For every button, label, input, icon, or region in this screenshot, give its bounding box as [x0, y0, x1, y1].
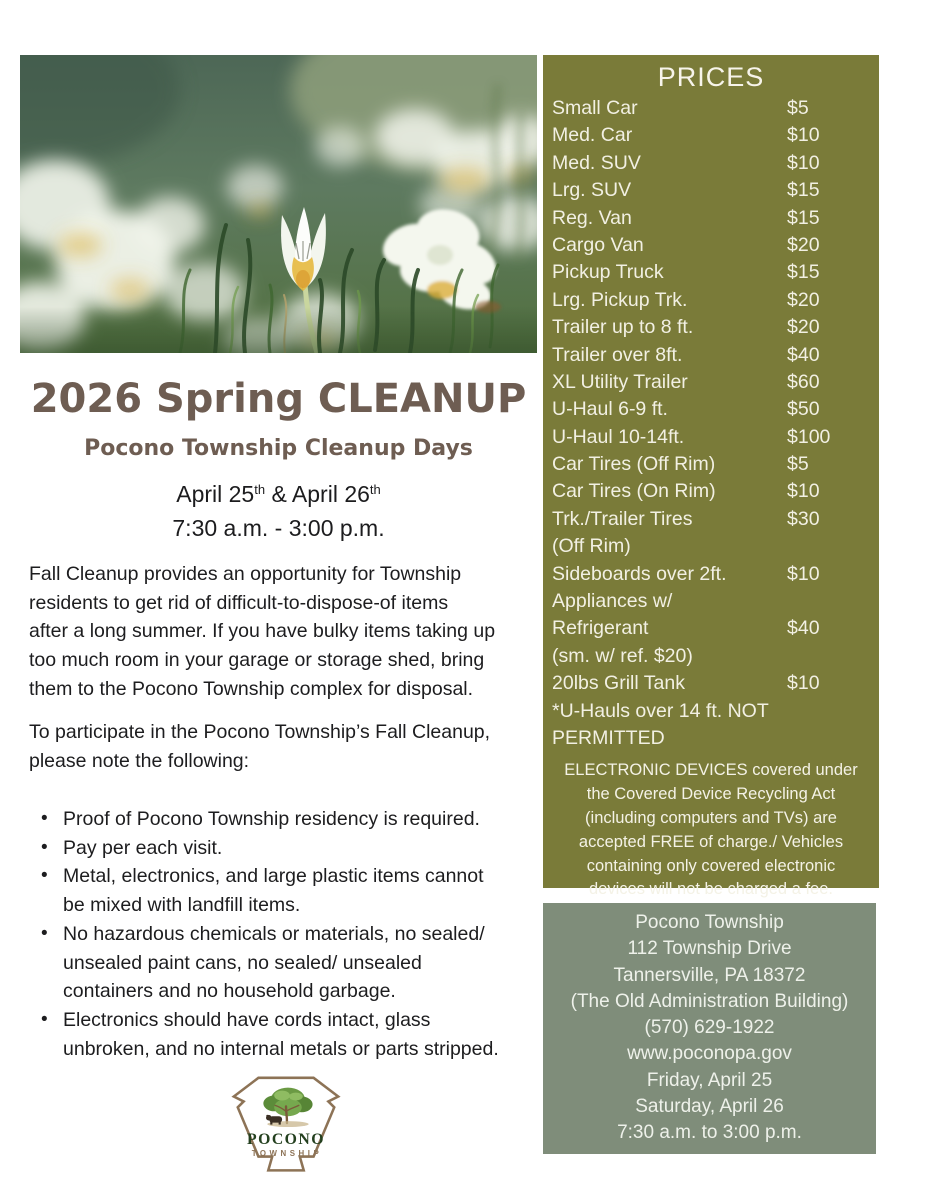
price-item-value: $5: [787, 453, 809, 476]
price-row: [543, 287, 879, 314]
prices-heading: PRICES: [657, 62, 765, 92]
price-item-value: $20: [787, 288, 820, 311]
text-line: too much room in your garage or storage shed, bring: [29, 649, 485, 672]
keystone-logo-icon: [226, 1066, 346, 1194]
price-item-label: (Off Rim): [552, 535, 631, 558]
price-item-label: (sm. w/ ref. $20): [552, 644, 693, 667]
event-date-line: April 25th & April 26th: [176, 481, 381, 507]
price-row: [543, 369, 879, 396]
date-superscript: th: [369, 482, 381, 497]
cleanup-rule-item: [29, 805, 541, 834]
price-row: [543, 259, 879, 286]
price-item-value: $10: [787, 562, 820, 585]
price-item-value: $15: [787, 261, 820, 284]
text-line: (570) 629-1922: [644, 1017, 775, 1039]
cleanup-rule-item: [29, 834, 541, 863]
price-row: [543, 615, 879, 642]
text-line: be mixed with landfill items.: [63, 894, 301, 917]
price-item-value: $50: [787, 398, 820, 421]
price-item-label: U-Haul 10-14ft.: [552, 425, 685, 448]
text-line: PERMITTED: [552, 727, 665, 749]
price-item-value: $30: [787, 507, 820, 530]
price-item-label: Appliances w/: [552, 590, 673, 613]
price-row: [543, 396, 879, 423]
price-item-label: Reg. Van: [552, 206, 632, 229]
price-item-label: Lrg. SUV: [552, 179, 632, 202]
logo-name-bottom: TOWNSHIP: [251, 1149, 323, 1159]
text-line: • Proof of Pocono Township residency is required.: [63, 808, 480, 830]
price-item-label: Pickup Truck: [552, 261, 664, 284]
price-row: [543, 122, 879, 149]
cleanup-rule-item: [29, 920, 541, 1006]
price-row: [543, 424, 879, 451]
text-line: Fall Cleanup provides an opportunity for Township: [29, 563, 462, 585]
text-line: www.poconopa.gov: [627, 1043, 792, 1065]
price-row: [543, 95, 879, 122]
price-item-value: $60: [787, 370, 820, 393]
event-time-line: 7:30 a.m. - 3:00 p.m.: [172, 515, 385, 541]
text-line: please note the following:: [29, 749, 250, 772]
event-dates: [10, 479, 547, 544]
price-row: [543, 561, 879, 588]
price-item-label: Small Car: [552, 97, 638, 119]
text-line: unbroken, and no internal metals or parts stripped.: [63, 1037, 499, 1060]
text-line: residents to get rid of difficult-to-dispose-of items: [29, 591, 449, 614]
cleanup-rule-item: [29, 1006, 541, 1063]
price-item-label: XL Utility Trailer: [552, 370, 688, 393]
cleanup-rule-item: [29, 862, 541, 919]
text-line: containers and no household garbage.: [63, 980, 396, 1003]
price-item-label: 20lbs Grill Tank: [552, 672, 685, 695]
text-line: the Covered Device Recycling Act: [586, 785, 836, 804]
price-item-label: Trailer up to 8 ft.: [552, 316, 694, 339]
text-line: • Pay per each visit.: [63, 836, 223, 859]
price-item-label: Cargo Van: [552, 233, 644, 256]
page-title: 2026 Spring CLEANUP: [30, 376, 527, 422]
price-list: [543, 95, 879, 698]
price-item-label: Lrg. Pickup Trk.: [552, 288, 688, 311]
text-line: Tannersville, PA 18372: [613, 964, 806, 986]
price-item-label: Sideboards over 2ft.: [552, 562, 727, 585]
page-subtitle: Pocono Township Cleanup Days: [84, 436, 473, 461]
text-line: (including computers and TVs) are: [585, 809, 837, 827]
text-line: accepted FREE of charge./ Vehicles: [578, 832, 844, 851]
text-line: 7:30 a.m. to 3:00 p.m.: [617, 1122, 802, 1144]
text-line: devices will not be charged a fee.: [589, 880, 833, 899]
contact-lines: [543, 903, 876, 1147]
price-item-label: Med. SUV: [552, 151, 641, 174]
text-line: them to the Pocono Township complex for disposal.: [29, 677, 474, 700]
text-line: unsealed paint cans, no sealed/ unsealed: [63, 951, 422, 974]
crocus-photo: [20, 55, 537, 353]
text-line: • Electronics should have cords intact, glass: [63, 1008, 431, 1031]
price-item-value: $10: [787, 672, 820, 695]
text-line: Saturday, April 26: [635, 1096, 784, 1118]
pocono-township-logo: [226, 1066, 346, 1194]
price-row: [543, 506, 879, 533]
text-line: ELECTRONIC DEVICES covered under: [564, 761, 858, 780]
crocus-photo-art: [20, 55, 537, 353]
price-row: [543, 177, 879, 204]
electronics-note: [543, 759, 879, 902]
logo-name-top: POCONO: [247, 1130, 325, 1148]
price-item-label: Trk./Trailer Tires: [552, 507, 693, 530]
text-line: Pocono Township: [635, 912, 784, 933]
uhaul-restriction-note: [543, 698, 879, 753]
price-item-label: Refrigerant: [552, 617, 649, 640]
price-item-value: $15: [787, 206, 820, 229]
price-row: [543, 588, 879, 615]
price-item-value: $10: [787, 480, 820, 503]
price-item-value: $40: [787, 617, 820, 640]
price-item-label: Med. Car: [552, 124, 633, 147]
price-row: [543, 643, 879, 670]
price-item-value: $20: [787, 316, 820, 339]
participate-paragraph: [29, 718, 541, 775]
price-item-value: $10: [787, 151, 820, 174]
price-row: [543, 478, 879, 505]
text-line: • Metal, electronics, and large plastic items cannot: [63, 865, 484, 888]
price-item-value: $5: [787, 97, 809, 119]
price-row: [543, 342, 879, 369]
price-row: [543, 205, 879, 232]
price-row: [543, 533, 879, 560]
price-row: [543, 232, 879, 259]
price-item-value: $40: [787, 343, 820, 366]
price-item-label: U-Haul 6-9 ft.: [552, 398, 668, 421]
cleanup-rules-list: [29, 805, 541, 1063]
text-line: after a long summer. If you have bulky items taking up: [29, 620, 496, 643]
price-row: [543, 314, 879, 341]
intro-paragraph: [29, 560, 541, 704]
text-line: containing only covered electronic: [586, 856, 836, 875]
text-line: • No hazardous chemicals or materials, no sealed/: [63, 922, 485, 945]
price-item-label: Car Tires (Off Rim): [552, 453, 716, 476]
price-item-value: $10: [787, 124, 820, 147]
price-row: [543, 670, 879, 697]
price-item-label: Trailer over 8ft.: [552, 343, 683, 366]
text-line: *U-Hauls over 14 ft. NOT: [552, 699, 769, 722]
text-line: (The Old Administration Building): [570, 990, 849, 1012]
price-item-value: $15: [787, 179, 820, 202]
prices-panel: [543, 55, 879, 899]
price-item-value: $20: [787, 233, 820, 256]
price-row: [543, 451, 879, 478]
price-row: [543, 150, 879, 177]
price-item-value: $100: [787, 425, 831, 448]
date-superscript: th: [254, 482, 266, 497]
contact-box: [543, 903, 876, 1154]
price-item-label: Car Tires (On Rim): [552, 480, 716, 503]
text-line: 112 Township Drive: [627, 938, 792, 960]
text-line: Friday, April 25: [646, 1069, 773, 1091]
text-line: To participate in the Pocono Township’s Fall Cleanup,: [29, 721, 491, 743]
